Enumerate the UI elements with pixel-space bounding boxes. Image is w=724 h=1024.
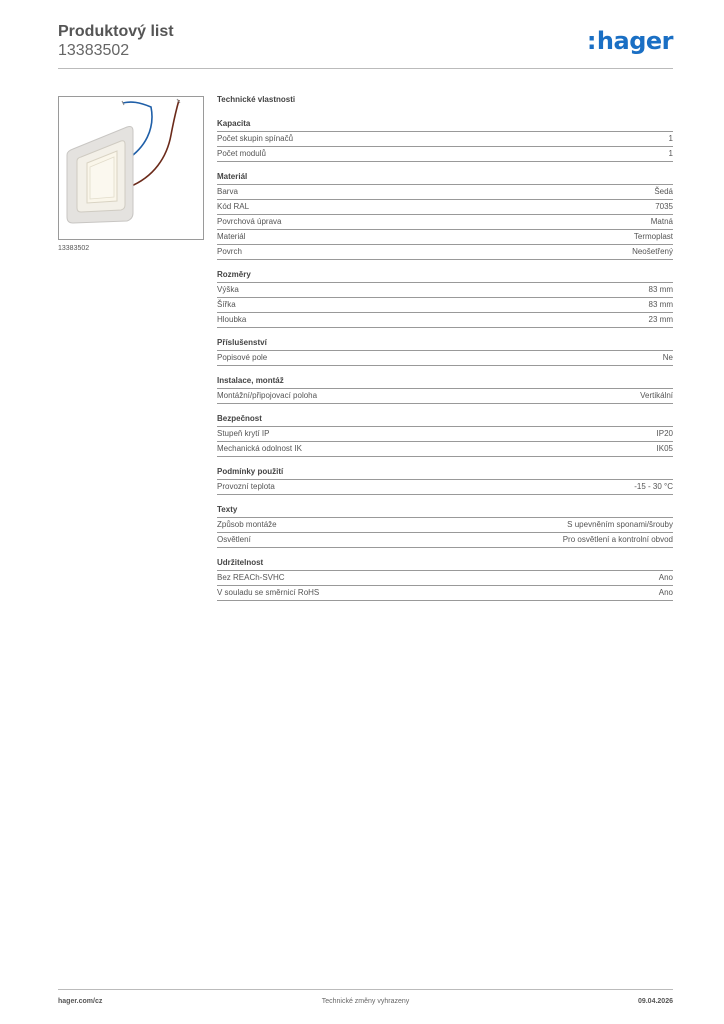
- spec-value: S upevněním sponami/šrouby: [567, 520, 673, 529]
- spec-label: Hloubka: [217, 315, 247, 324]
- spec-row: [217, 147, 673, 162]
- page-title: Produktový list: [58, 23, 174, 40]
- spec-label: Kód RAL: [217, 202, 250, 211]
- spec-value: Vertikální: [640, 391, 673, 400]
- spec-row: [217, 571, 673, 586]
- product-image: [58, 96, 204, 240]
- footer-website: hager.com/cz: [58, 998, 103, 1005]
- spec-label: Povrchová úprava: [217, 217, 282, 226]
- spec-value: Ne: [662, 353, 673, 362]
- spec-row: [217, 533, 673, 548]
- spec-label: Popisové pole: [217, 353, 268, 362]
- spec-row: [217, 586, 673, 601]
- spec-section-title: Příslušenství: [217, 337, 673, 351]
- spec-row: [217, 230, 673, 245]
- specs-title: Technické vlastnosti: [217, 95, 296, 104]
- header-divider: [58, 68, 673, 69]
- spec-section-title: Instalace, montáž: [217, 375, 673, 389]
- spec-section: [217, 118, 673, 162]
- footer-divider: [58, 989, 673, 990]
- spec-section: [217, 337, 673, 366]
- spec-row: [217, 283, 673, 298]
- spec-section: [217, 413, 673, 457]
- spec-label: Počet modulů: [217, 149, 266, 158]
- page-footer: [58, 998, 673, 1008]
- footer-note: Technické změny vyhrazeny: [321, 998, 410, 1005]
- spec-value: Pro osvětlení a kontrolní obvod: [562, 535, 673, 544]
- spec-section-title: Bezpečnost: [217, 413, 673, 427]
- spec-label: V souladu se směrnicí RoHS: [217, 588, 320, 597]
- spec-section: [217, 375, 673, 404]
- spec-value: IK05: [656, 444, 673, 453]
- spec-value: Ano: [658, 588, 673, 597]
- spec-row: [217, 215, 673, 230]
- spec-row: [217, 480, 673, 495]
- spec-label: Stupeň krytí IP: [217, 429, 270, 438]
- spec-value: Šedá: [654, 187, 673, 196]
- spec-value: 23 mm: [648, 315, 673, 324]
- spec-section-title: Podmínky použití: [217, 466, 673, 480]
- spec-section-title: Rozměry: [217, 269, 673, 283]
- spec-section-title: Udržitelnost: [217, 557, 673, 571]
- spec-section: [217, 557, 673, 601]
- footer-date: 09.04.2026: [637, 998, 673, 1005]
- spec-section: [217, 171, 673, 260]
- spec-row: [217, 389, 673, 404]
- spec-value: IP20: [656, 429, 673, 438]
- spec-section: [217, 269, 673, 328]
- spec-value: 1: [668, 149, 673, 158]
- spec-row: [217, 132, 673, 147]
- spec-row: [217, 518, 673, 533]
- spec-label: Bez REACh-SVHC: [217, 573, 285, 582]
- hager-logo: :hager: [586, 27, 673, 55]
- spec-section-title: Kapacita: [217, 118, 673, 132]
- spec-value: 83 mm: [648, 285, 673, 294]
- spec-section-title: Texty: [217, 504, 673, 518]
- spec-label: Způsob montáže: [217, 520, 277, 529]
- spec-row: [217, 245, 673, 260]
- spec-sections: [217, 118, 673, 601]
- spec-row: [217, 200, 673, 215]
- product-frame-image: [59, 97, 203, 239]
- spec-value: 83 mm: [648, 300, 673, 309]
- spec-label: Počet skupin spínačů: [217, 134, 294, 143]
- spec-label: Osvětlení: [217, 535, 251, 544]
- technical-specs: [217, 95, 673, 610]
- spec-section: [217, 466, 673, 495]
- product-number: 13383502: [58, 42, 130, 59]
- spec-value: -15 - 30 °C: [634, 482, 673, 491]
- spec-label: Provozní teplota: [217, 482, 275, 491]
- spec-row: [217, 185, 673, 200]
- spec-label: Šířka: [217, 300, 236, 309]
- spec-row: [217, 298, 673, 313]
- spec-row: [217, 313, 673, 328]
- logo-text: hager: [596, 27, 673, 55]
- spec-row: [217, 442, 673, 457]
- spec-label: Povrch: [217, 247, 242, 256]
- page-header: [58, 20, 673, 68]
- spec-value: 7035: [655, 202, 673, 211]
- spec-section: [217, 504, 673, 548]
- spec-label: Montážní/připojovací poloha: [217, 391, 318, 400]
- spec-value: Matná: [650, 217, 673, 226]
- spec-label: Barva: [217, 187, 238, 196]
- spec-label: Materiál: [217, 232, 246, 241]
- spec-row: [217, 351, 673, 366]
- spec-value: Ano: [658, 573, 673, 582]
- spec-value: 1: [668, 134, 673, 143]
- spec-value: Termoplast: [633, 232, 673, 241]
- spec-value: Neošetřený: [632, 247, 673, 256]
- spec-section-title: Materiál: [217, 171, 673, 185]
- image-caption: 13383502: [58, 245, 90, 252]
- spec-label: Výška: [217, 285, 239, 294]
- spec-row: [217, 427, 673, 442]
- spec-label: Mechanická odolnost IK: [217, 444, 302, 453]
